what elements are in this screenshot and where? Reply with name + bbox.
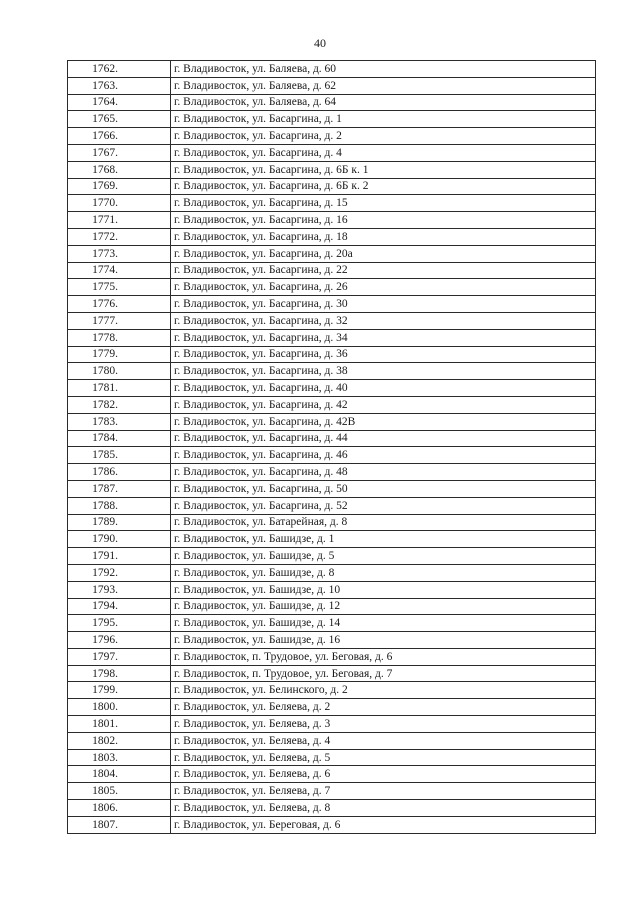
address-cell: г. Владивосток, ул. Башидзе, д. 14 (171, 615, 596, 632)
table-row (68, 228, 596, 245)
table-row (68, 94, 596, 111)
row-number: 1798. (68, 665, 171, 682)
table-row (68, 665, 596, 682)
row-number: 1791. (68, 548, 171, 565)
table-row (68, 128, 596, 145)
address-cell: г. Владивосток, ул. Береговая, д. 6 (171, 816, 596, 833)
table-row (68, 279, 596, 296)
row-number: 1767. (68, 144, 171, 161)
table-row (68, 548, 596, 565)
table-row (68, 699, 596, 716)
table-row (68, 61, 596, 78)
address-cell: г. Владивосток, ул. Беляева, д. 5 (171, 749, 596, 766)
table-row (68, 363, 596, 380)
row-number: 1764. (68, 94, 171, 111)
address-cell: г. Владивосток, ул. Басаргина, д. 36 (171, 346, 596, 363)
row-number: 1771. (68, 212, 171, 229)
table-row (68, 77, 596, 94)
address-cell: г. Владивосток, ул. Беляева, д. 3 (171, 716, 596, 733)
table-row (68, 732, 596, 749)
table-row (68, 749, 596, 766)
address-cell: г. Владивосток, ул. Басаргина, д. 40 (171, 380, 596, 397)
row-number: 1789. (68, 514, 171, 531)
address-cell: г. Владивосток, ул. Басаргина, д. 42 (171, 396, 596, 413)
row-number: 1770. (68, 195, 171, 212)
address-cell: г. Владивосток, ул. Басаргина, д. 34 (171, 329, 596, 346)
address-cell: г. Владивосток, ул. Басаргина, д. 26 (171, 279, 596, 296)
table-row (68, 531, 596, 548)
table-row (68, 245, 596, 262)
address-cell: г. Владивосток, ул. Башидзе, д. 12 (171, 598, 596, 615)
row-number: 1768. (68, 161, 171, 178)
row-number: 1763. (68, 77, 171, 94)
address-cell: г. Владивосток, ул. Басаргина, д. 42В (171, 413, 596, 430)
table-row (68, 716, 596, 733)
table-row (68, 396, 596, 413)
table-row (68, 464, 596, 481)
row-number: 1778. (68, 329, 171, 346)
address-cell: г. Владивосток, ул. Басаргина, д. 6Б к. 2 (171, 178, 596, 195)
row-number: 1777. (68, 312, 171, 329)
address-cell: г. Владивосток, ул. Беляева, д. 4 (171, 732, 596, 749)
table-row (68, 783, 596, 800)
address-cell: г. Владивосток, ул. Баляева, д. 62 (171, 77, 596, 94)
address-cell: г. Владивосток, ул. Басаргина, д. 44 (171, 430, 596, 447)
table-row (68, 144, 596, 161)
row-number: 1788. (68, 497, 171, 514)
table-row (68, 497, 596, 514)
address-cell: г. Владивосток, ул. Басаргина, д. 46 (171, 447, 596, 464)
address-cell: г. Владивосток, ул. Басаргина, д. 16 (171, 212, 596, 229)
address-cell: г. Владивосток, ул. Басаргина, д. 48 (171, 464, 596, 481)
row-number: 1785. (68, 447, 171, 464)
table-row (68, 615, 596, 632)
row-number: 1804. (68, 766, 171, 783)
table-row (68, 514, 596, 531)
table-row (68, 262, 596, 279)
row-number: 1805. (68, 783, 171, 800)
row-number: 1766. (68, 128, 171, 145)
address-cell: г. Владивосток, ул. Баляева, д. 64 (171, 94, 596, 111)
table-row (68, 480, 596, 497)
table-row (68, 296, 596, 313)
address-cell: г. Владивосток, ул. Басаргина, д. 20а (171, 245, 596, 262)
row-number: 1762. (68, 61, 171, 78)
address-cell: г. Владивосток, ул. Башидзе, д. 1 (171, 531, 596, 548)
table-row (68, 178, 596, 195)
table-row (68, 447, 596, 464)
address-cell: г. Владивосток, ул. Басаргина, д. 50 (171, 480, 596, 497)
row-number: 1795. (68, 615, 171, 632)
table-row (68, 598, 596, 615)
table-row (68, 329, 596, 346)
row-number: 1786. (68, 464, 171, 481)
address-cell: г. Владивосток, ул. Башидзе, д. 8 (171, 564, 596, 581)
row-number: 1772. (68, 228, 171, 245)
address-cell: г. Владивосток, ул. Басаргина, д. 38 (171, 363, 596, 380)
table-row (68, 648, 596, 665)
table-row (68, 564, 596, 581)
address-cell: г. Владивосток, ул. Басаргина, д. 18 (171, 228, 596, 245)
address-cell: г. Владивосток, п. Трудовое, ул. Беговая, д. 6 (171, 648, 596, 665)
row-number: 1779. (68, 346, 171, 363)
row-number: 1790. (68, 531, 171, 548)
table-row (68, 430, 596, 447)
row-number: 1782. (68, 396, 171, 413)
row-number: 1776. (68, 296, 171, 313)
row-number: 1803. (68, 749, 171, 766)
address-cell: г. Владивосток, ул. Белинского, д. 2 (171, 682, 596, 699)
address-cell: г. Владивосток, ул. Башидзе, д. 10 (171, 581, 596, 598)
row-number: 1765. (68, 111, 171, 128)
row-number: 1801. (68, 716, 171, 733)
row-number: 1799. (68, 682, 171, 699)
address-cell: г. Владивосток, ул. Баляева, д. 60 (171, 61, 596, 78)
row-number: 1780. (68, 363, 171, 380)
address-table (67, 60, 596, 834)
row-number: 1774. (68, 262, 171, 279)
address-cell: г. Владивосток, ул. Батарейная, д. 8 (171, 514, 596, 531)
table-row (68, 346, 596, 363)
address-cell: г. Владивосток, ул. Басаргина, д. 2 (171, 128, 596, 145)
table-row (68, 380, 596, 397)
row-number: 1807. (68, 816, 171, 833)
table-row (68, 312, 596, 329)
row-number: 1781. (68, 380, 171, 397)
table-row (68, 800, 596, 817)
row-number: 1775. (68, 279, 171, 296)
row-number: 1792. (68, 564, 171, 581)
row-number: 1784. (68, 430, 171, 447)
page-number: 40 (314, 36, 326, 50)
row-number: 1806. (68, 800, 171, 817)
table-row (68, 212, 596, 229)
table-row (68, 195, 596, 212)
row-number: 1797. (68, 648, 171, 665)
row-number: 1800. (68, 699, 171, 716)
address-cell: г. Владивосток, ул. Беляева, д. 2 (171, 699, 596, 716)
address-cell: г. Владивосток, ул. Басаргина, д. 30 (171, 296, 596, 313)
table-row (68, 682, 596, 699)
address-cell: г. Владивосток, ул. Басаргина, д. 22 (171, 262, 596, 279)
table-row (68, 766, 596, 783)
table-row (68, 581, 596, 598)
address-cell: г. Владивосток, ул. Басаргина, д. 15 (171, 195, 596, 212)
row-number: 1793. (68, 581, 171, 598)
table-row (68, 161, 596, 178)
row-number: 1796. (68, 632, 171, 649)
row-number: 1783. (68, 413, 171, 430)
address-cell: г. Владивосток, п. Трудовое, ул. Беговая, д. 7 (171, 665, 596, 682)
row-number: 1794. (68, 598, 171, 615)
table-row (68, 111, 596, 128)
row-number: 1787. (68, 480, 171, 497)
address-cell: г. Владивосток, ул. Беляева, д. 8 (171, 800, 596, 817)
row-number: 1769. (68, 178, 171, 195)
table-row (68, 816, 596, 833)
address-cell: г. Владивосток, ул. Беляева, д. 7 (171, 783, 596, 800)
address-cell: г. Владивосток, ул. Басаргина, д. 4 (171, 144, 596, 161)
address-cell: г. Владивосток, ул. Башидзе, д. 16 (171, 632, 596, 649)
row-number: 1802. (68, 732, 171, 749)
table-row (68, 632, 596, 649)
table-row (68, 413, 596, 430)
address-cell: г. Владивосток, ул. Басаргина, д. 32 (171, 312, 596, 329)
address-cell: г. Владивосток, ул. Басаргина, д. 52 (171, 497, 596, 514)
address-cell: г. Владивосток, ул. Басаргина, д. 6Б к. 1 (171, 161, 596, 178)
address-cell: г. Владивосток, ул. Беляева, д. 6 (171, 766, 596, 783)
address-cell: г. Владивосток, ул. Басаргина, д. 1 (171, 111, 596, 128)
address-cell: г. Владивосток, ул. Башидзе, д. 5 (171, 548, 596, 565)
row-number: 1773. (68, 245, 171, 262)
address-table-body (68, 61, 596, 834)
